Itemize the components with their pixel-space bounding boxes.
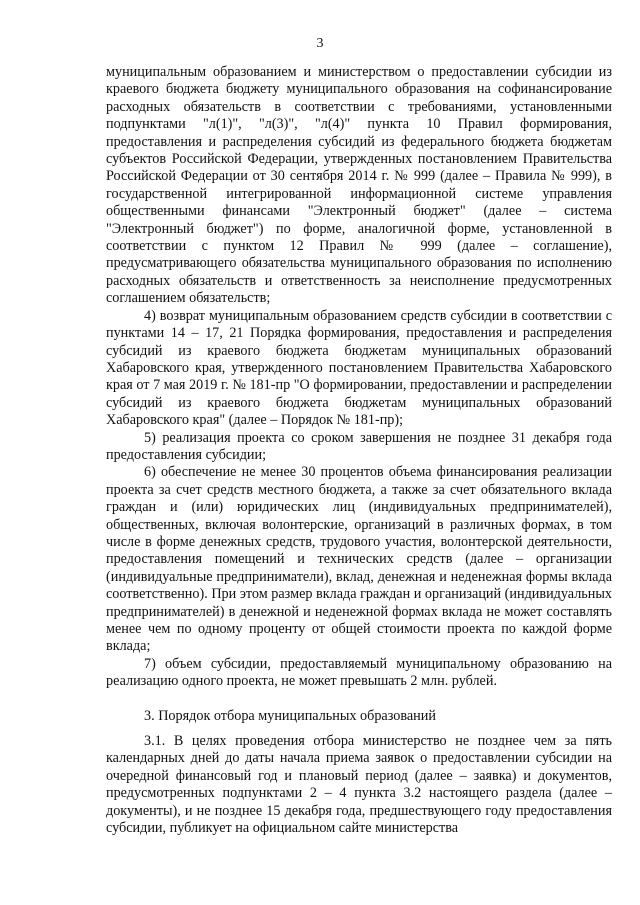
paragraph-item-5: 5) реализация проекта со сроком завершения не позднее 31 декабря года предоставления субсидии; bbox=[106, 429, 612, 463]
paragraph-3-1: 3.1. В целях проведения отбора министерство не позднее чем за пять календарных дней до даты начала приема заявок о предоставлении субсидии на очередной финансовый год и плановый период (далее – заявка) и документов, предусмотренных подпунктами 2 – 4 пункта 3.2 настоящего раздела (далее – документы), и не позднее 15 декабря года, предшествующего году предоставления субсидии, публикует на официальном сайте министерства bbox=[106, 733, 612, 837]
page-number: 3 bbox=[316, 36, 324, 51]
section-heading: 3. Порядок отбора муниципальных образований bbox=[144, 707, 436, 724]
paragraph-item-6: 6) обеспечение не менее 30 процентов объема финансирования реализации проекта за счет средств местного бюджета, а также за счет обязательного вклада граждан и (или) юридических лиц (индивидуальных предпринимателей), общественных, включая волонтерские, организаций в различных формах, в том числе в форме денежных средств, трудового участия, волонтерской деятельности, предоставления помещений и технических средств (далее – организации (индивидуальные предприниматели), вклад, денежная и неденежная формы вклада соответственно). При этом размер вклада граждан и организаций (индивидуальных предпринимателей) в денежной и неденежной формах вклада не может составлять менее чем по одному проценту от общей стоимости проекта по каждой форме вклада; bbox=[106, 464, 612, 655]
paragraph-item-4: 4) возврат муниципальным образованием средств субсидии в соответствии с пунктами 14 – 17, 21 Порядка формирования, предоставления и распределения субсидий из краевого бюджета бюджетам муниципальных образований Хабаровского края, утвержденного постановлением Правительства Хабаровского края от 7 мая 2019 г. № 181-пр "О формировании, предоставлении и распределении субсидий из краевого бюджета бюджетам муниципальных образований Хабаровского края" (далее – Порядок № 181-пр); bbox=[106, 307, 612, 429]
document-body bbox=[106, 64, 612, 837]
paragraph-continuation: муниципальным образованием и министерством о предоставлении субсидии из краевого бюджета бюджету муниципального образования на софинансирование расходных обязательств в соответствии с требованиями, установленными подпунктами "л(1)", "л(3)", "л(4)" пункта 10 Правил формирования, предоставления и распределения субсидий из федерального бюджета бюджетам субъектов Российской Федерации, утвержденных постановлением Правительства Российской Федерации от 30 сентября 2014 г. № 999 (далее – Правила № 999), в государственной интегрированной информационной системе управления общественными финансами "Электронный бюджет" (далее – система "Электронный бюджет") по форме, аналогичной форме, установленной в соответствии с пунктом 12 Правил № 999 (далее – соглашение), предусматривающего обязательства муниципального образования по исполнению расходных обязательств и ответственность за неисполнение предусмотренных соглашением обязательств; bbox=[106, 64, 612, 307]
paragraph-item-7: 7) объем субсидии, предоставляемый муниципальному образованию на реализацию одного проекта, не может превышать 2 млн. рублей. bbox=[106, 655, 612, 690]
